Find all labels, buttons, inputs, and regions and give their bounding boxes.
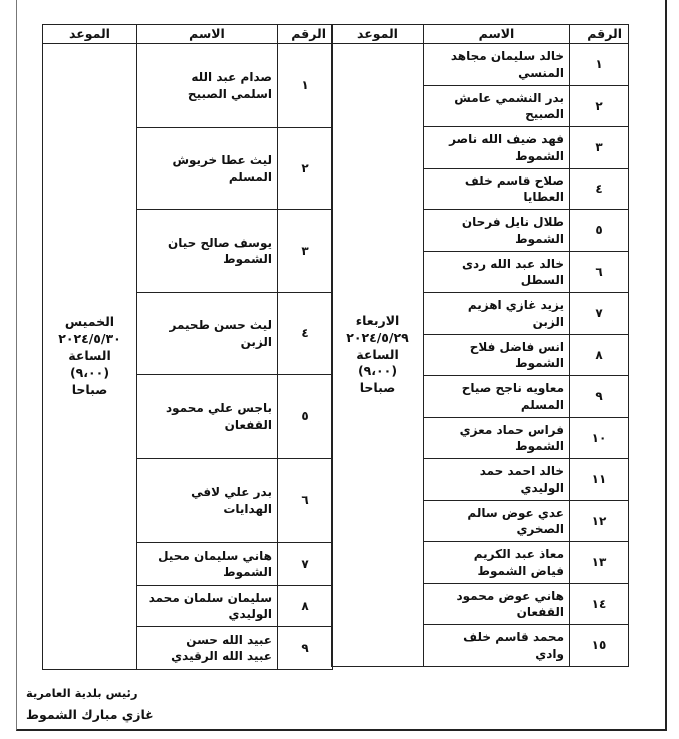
row-name [137,627,278,670]
name-line-2: فياض الشموط [477,563,564,578]
row-name [137,375,278,459]
schedule-table-wednesday [331,24,629,667]
name-line-2: المسلم [520,397,564,412]
row-name [137,128,278,210]
row-number: ٢ [570,86,629,127]
row-number: ٩ [570,376,629,418]
name-line-1: يوسف صالح حيان [167,235,272,250]
table-row [332,44,629,86]
appointment-date [332,44,424,667]
name-line-2: الشموط [515,439,564,453]
name-line-1: صلاح قاسم خلف [464,173,564,188]
row-number: ١١ [570,459,629,501]
name-line-2: الوليدي [520,480,564,495]
name-line-1: انس فاضل فلاح [469,339,564,354]
signature-name: غازي مبارك الشموط [26,707,154,722]
name-line-2: الوليدي [228,607,272,621]
row-name [424,542,570,584]
row-name [424,86,570,127]
name-line-2: الزبن [532,314,564,329]
name-line-1: خالد سليمان مجاهد [450,49,564,64]
name-line-1: بدر النشمي عامش [454,90,564,105]
row-number: ٤ [278,293,333,375]
date-line: الخميس [64,314,115,330]
row-name [424,335,570,376]
table-row [43,44,333,128]
name-line-1: يزيد غازي اهزيم [467,298,564,313]
date-line: الساعة [68,348,111,364]
row-number: ٥ [570,210,629,252]
name-line-1: عبيد الله حسن [186,632,272,647]
name-line-1: معاويه ناجح صياح [461,381,564,396]
name-line-1: خالد عبد الله ردى [461,256,564,271]
row-number: ٣ [278,210,333,293]
row-name [137,210,278,293]
name-line-2: العطايا [523,190,564,204]
name-line-2: الصخري [516,522,564,536]
name-line-1: عدي عوض سالم [467,505,564,520]
row-number: ١٠ [570,418,629,459]
row-number: ٣ [570,127,629,169]
row-number: ١٢ [570,501,629,542]
table-header-row [43,25,333,44]
row-number: ٤ [570,169,629,210]
row-number: ١٤ [570,584,629,625]
date-line: ٢٠٢٤/٥/٢٩ [346,329,409,345]
signature-title: رئيس بلدية العامرية [26,686,138,700]
name-line-2: الشموط [515,356,564,370]
name-line-2: وادي [535,646,564,661]
name-line-1: ليث حسن طحيمر [169,318,272,333]
name-line-2: المسلم [228,169,272,184]
date-line: (٩،٠٠) [69,364,110,380]
row-number: ١٣ [570,542,629,584]
row-name [137,459,278,543]
name-line-1: هاني عوض محمود [456,588,564,603]
header-date: الموعد [332,25,424,44]
name-line-1: باجس علي محمود [165,401,272,416]
row-name [424,44,570,86]
row-name [424,210,570,252]
header-date: الموعد [43,25,137,44]
row-number: ٩ [278,627,333,670]
name-line-1: بدر علي لافي [191,485,272,500]
row-number: ٢ [278,128,333,210]
name-line-1: هاني سليمان محيل [158,548,272,563]
name-line-1: فهد ضيف الله ناصر [449,132,564,147]
name-line-2: السطل [520,273,564,287]
header-number: الرقم [278,25,333,44]
name-line-1: محمد قاسم خلف [463,630,564,645]
row-name [137,586,278,627]
name-line-1: طلال نايل فرحان [461,215,564,230]
name-line-2: الشموط [515,148,564,163]
row-name [424,459,570,501]
row-number: ٧ [570,293,629,335]
row-name [424,376,570,418]
date-line: صباحا [359,380,396,396]
header-name: الاسم [137,25,278,44]
header-number: الرقم [570,25,629,44]
schedule-table-thursday [42,24,333,670]
row-number: ١٥ [570,625,629,667]
name-line-1: صدام عبد الله [191,70,272,85]
name-line-2: الصبيح [525,107,564,121]
row-number: ١ [278,44,333,128]
row-name [424,625,570,667]
row-number: ٥ [278,375,333,459]
name-line-2: عبيد الله الرقيدي [171,649,272,663]
name-line-1: ليث عطا خريوش [172,153,272,168]
name-line-1: سليمان سلمان محمد [148,590,272,605]
name-line-2: الشموط [223,565,272,579]
name-line-2: القفعان [516,605,564,619]
table-header-row [332,25,629,44]
date-line: صباحا [71,381,108,397]
name-line-2: القفعان [224,417,272,432]
date-line: ٢٠٢٤/٥/٣٠ [58,331,121,347]
row-name [424,418,570,459]
name-line-1: خالد احمد حمد [479,464,564,479]
name-line-2: المنسي [518,65,564,80]
name-line-2: الشموط [515,231,564,246]
row-name [424,127,570,169]
date-line: الاربعاء [355,312,400,328]
row-name [424,169,570,210]
row-name [424,501,570,542]
row-name [424,252,570,293]
name-line-1: فراس حماد معزي [459,422,564,437]
row-name [424,293,570,335]
name-line-1: معاذ عبد الكريم [473,547,564,562]
row-number: ٦ [278,459,333,543]
name-line-2: الشموط [223,252,272,266]
name-line-2: اسلمي الصبيح [187,86,272,101]
row-name [424,584,570,625]
name-line-2: الزبن [240,334,272,349]
date-line: (٩،٠٠) [357,363,398,379]
row-name [137,293,278,375]
row-number: ٦ [570,252,629,293]
appointment-date [43,44,137,670]
row-number: ٧ [278,543,333,586]
date-line: الساعة [356,346,399,362]
row-number: ٨ [570,335,629,376]
header-name: الاسم [424,25,570,44]
row-number: ٨ [278,586,333,627]
row-name [137,44,278,128]
row-number: ١ [570,44,629,86]
row-name [137,543,278,586]
name-line-2: الهدايات [223,501,272,516]
